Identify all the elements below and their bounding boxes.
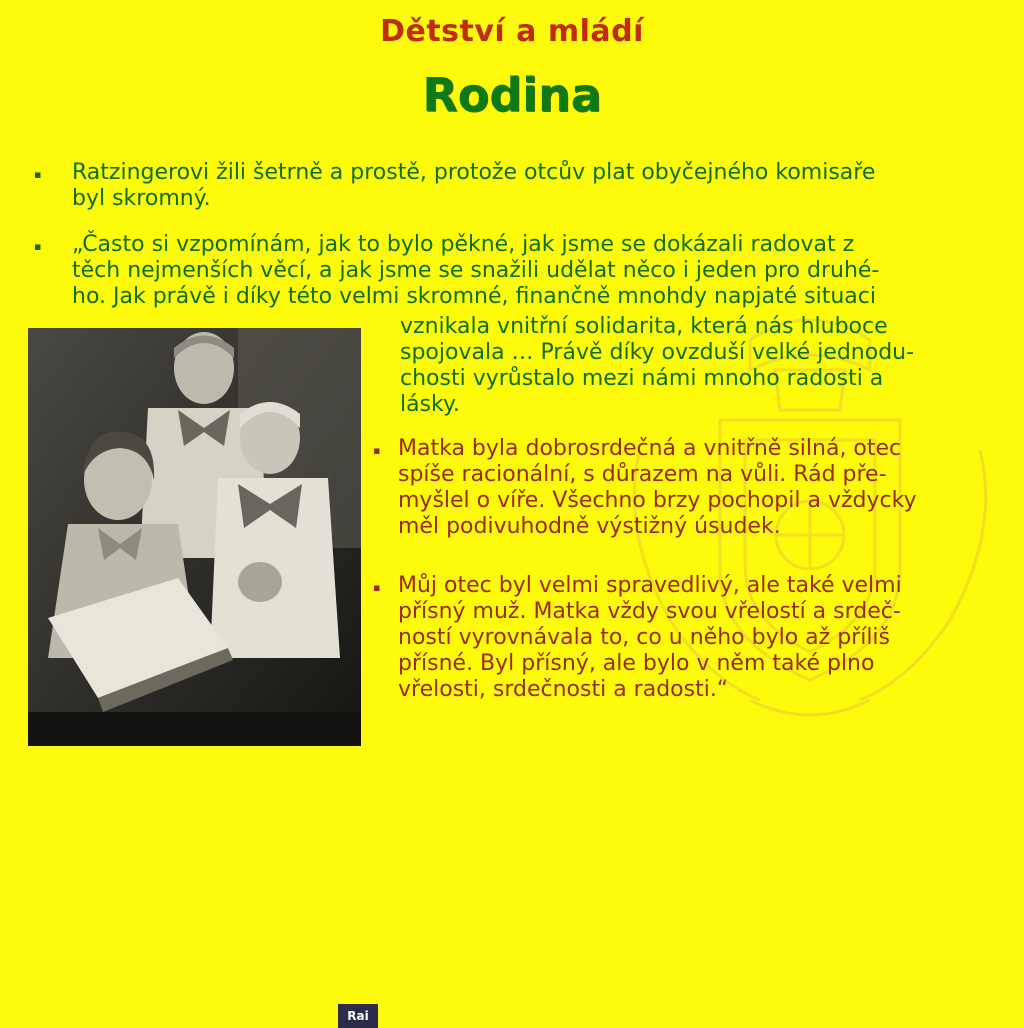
text-line: ho. Jak právě i díky této velmi skromné, finančně mnohdy napjaté situaci bbox=[72, 284, 876, 309]
text-line: spíše racionální, s důrazem na vůli. Rád pře- bbox=[398, 462, 887, 487]
text-line: ností vyrovnávala to, co u něho bylo až příliš bbox=[398, 625, 891, 650]
text-line: Můj otec byl velmi spravedlivý, ale také velmi bbox=[398, 573, 902, 598]
text-line: chosti vyrůstalo mezi námi mnoho radosti a bbox=[400, 366, 884, 391]
bullet-text-2-continuation bbox=[400, 314, 914, 418]
rai-watermark-logo: Rai bbox=[338, 1004, 378, 1028]
text-line: lásky. bbox=[400, 392, 460, 417]
text-line: „Často si vzpomínám, jak to bylo pěkné, jak jsme se dokázali radovat z bbox=[72, 232, 855, 257]
slide-subtitle: Rodina bbox=[422, 68, 602, 122]
text-line: myšlel o víře. Všechno brzy pochopil a vždycky bbox=[398, 488, 917, 513]
text-line: těch nejmenších věcí, a jak jsme se snažili udělat něco i jeden pro druhé- bbox=[72, 258, 880, 283]
text-line: vřelosti, srdečnosti a radosti.“ bbox=[398, 677, 729, 702]
text-line: přísný muž. Matka vždy svou vřelostí a srdeč- bbox=[398, 599, 901, 624]
text-line: byl skromný. bbox=[72, 186, 211, 211]
bullet-marker-4: ▪ bbox=[373, 581, 381, 594]
text-line: Matka byla dobrosrdečná a vnitřně silná, otec bbox=[398, 436, 902, 461]
bullet-text-1 bbox=[72, 160, 875, 212]
text-line: přísné. Byl přísný, ale bylo v něm také plno bbox=[398, 651, 875, 676]
bullet-text-2 bbox=[72, 232, 879, 310]
family-photo bbox=[28, 328, 369, 1023]
children-photo-illustration bbox=[28, 328, 361, 746]
bullet-marker-3: ▪ bbox=[373, 444, 381, 457]
text-line: vznikala vnitřní solidarita, která nás hluboce bbox=[400, 314, 888, 339]
text-line: Ratzingerovi žili šetrně a prostě, protože otcův plat obyčejného komisaře bbox=[72, 160, 876, 185]
text-line: spojovala … Právě díky ovzduší velké jednodu- bbox=[400, 340, 915, 365]
bullet-marker-1: ▪ bbox=[34, 168, 42, 181]
bullet-text-3 bbox=[398, 436, 917, 540]
bullet-marker-2: ▪ bbox=[34, 240, 42, 253]
slide-title: Dětství a mládí bbox=[380, 14, 644, 49]
bullet-text-4 bbox=[398, 573, 902, 703]
text-line: měl podivuhodně výstižný úsudek. bbox=[398, 514, 781, 539]
